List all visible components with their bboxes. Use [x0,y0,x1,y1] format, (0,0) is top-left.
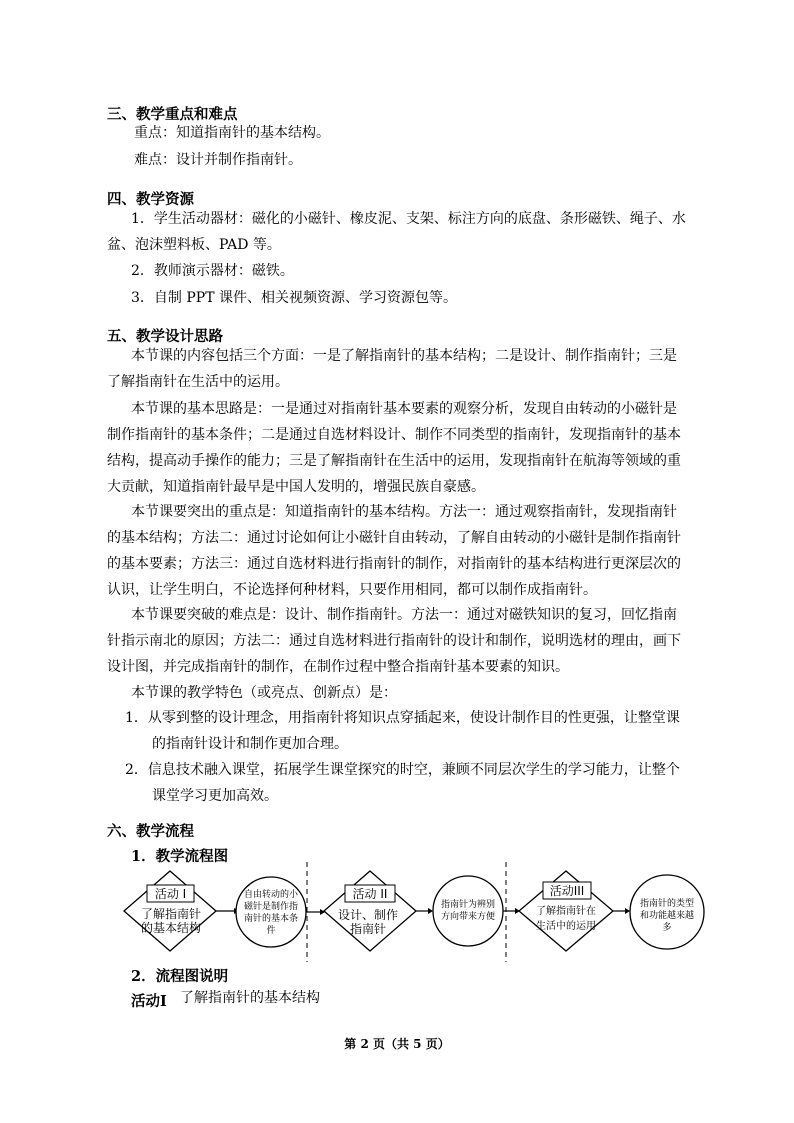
list-item-continuation: 课堂学习更加高效。 [152,788,278,804]
paragraph-line: 1．学生活动器材：磁化的小磁针、橡皮泥、支架、标注方向的底盘、条形磁铁、绳子、水 [131,211,686,227]
activity-1-title: 活动 I [154,887,187,901]
activity-1-text: 了解指南针的基本结构 [140,907,201,935]
activity-2-text: 设计、制作指南针 [337,908,398,936]
arrow-icon [428,908,433,914]
list-item: 2．信息技术融入课堂，拓展学生课堂探究的时空，兼顾不同层次学生的学习能力，让整个 [125,762,680,778]
subheading-flow-description: 2．流程图说明 [131,968,229,985]
section-heading-design: 五、教学设计思路 [107,328,223,345]
paragraph-line: 针指示南北的原因；方法二：通过自选材料进行指南针的设计和制作，说明选材的理由，画下 [107,633,681,649]
concept-1-text: 自由转动的小磁针是制作指南针的基本条件 [243,890,298,936]
section-heading-focus: 三、教学重点和难点 [107,106,238,123]
section-heading-resources: 四、教学资源 [107,191,194,208]
paragraph-line: 的基本要素；方法三：通过自选材料进行指南针的制作，对指南针的基本结构进行更深层次的 [107,556,681,572]
paragraph-line: 本节课的基本思路是：一是通过对指南针基本要素的观察分析，发现自由转动的小磁针是 [131,401,677,417]
paragraph-line: 难点：设计并制作指南针。 [134,152,302,168]
paragraph-line: 重点：知道指南针的基本结构。 [134,125,330,141]
paragraph-line: 的基本结构；方法二：通过讨论如何让小磁针自由转动，了解自由转动的小磁针是制作指南针 [107,530,681,546]
concept-3-text: 指南针的类型和功能越来越多 [639,899,694,933]
paragraph-line: 制作指南针的基本条件；二是通过自选材料设计、制作不同类型的指南针，发现指南针的基本 [107,427,681,443]
activity-3-title: 活动III [549,884,585,898]
paragraph-line: 2．教师演示器材：磁铁。 [131,263,294,279]
activity-label: 活动I [131,993,167,1010]
paragraph-line: 本节课要突破的难点是：设计、制作指南针。方法一：通过对磁铁知识的复习，回忆指南 [131,607,677,623]
paragraph-line: 本节课要突出的重点是：知道指南针的基本结构。方法一：通过观察指南针，发现指南针 [131,504,677,520]
arrow-icon [625,908,630,914]
paragraph-line: 了解指南针在生活中的运用。 [107,374,289,390]
activity-3-text: 了解指南针在生活中的运用 [536,906,596,932]
page-footer: 第 2 页（共 5 页） [344,1037,450,1051]
paragraph-line: 本节课的内容包括三个方面：一是了解指南针的基本结构；二是设计、制作指南针；三是 [131,348,677,364]
paragraph-line: 本节课的教学特色（或亮点、创新点）是： [131,685,397,701]
concept-2-text: 指南针为辨别方向带来方便 [440,900,495,922]
activity-2-title: 活动 II [352,887,388,901]
paragraph-line: 设计图，并完成指南针的制作，在制作过程中整合指南针基本要素的知识。 [107,659,569,675]
list-item-continuation: 的指南针设计和制作更加合理。 [152,736,348,752]
paragraph-line: 认识，让学生明白，不论选择何种材料，只要作用相同，都可以制作成指南针。 [107,582,597,598]
list-item: 1．从零到整的设计理念，用指南针将知识点穿插起来，使设计制作目的性更强，让整堂课 [125,710,680,726]
paragraph-line: 大贡献，知道指南针最早是中国人发明的，增强民族自豪感。 [107,479,485,495]
paragraph-line: 结构，提高动手操作的能力；三是了解指南针在生活中的运用，发现指南针在航海等领域的重 [107,453,681,469]
paragraph-line: 盆、泡沫塑料板、PAD 等。 [107,237,281,253]
paragraph-line: 3．自制 PPT 课件、相关视频资源、学习资源包等。 [131,290,457,306]
subheading-flowchart: 1．教学流程图 [131,848,229,865]
section-heading-flow: 六、教学流程 [107,823,194,840]
activity-description: 了解指南针的基本结构 [180,990,320,1006]
